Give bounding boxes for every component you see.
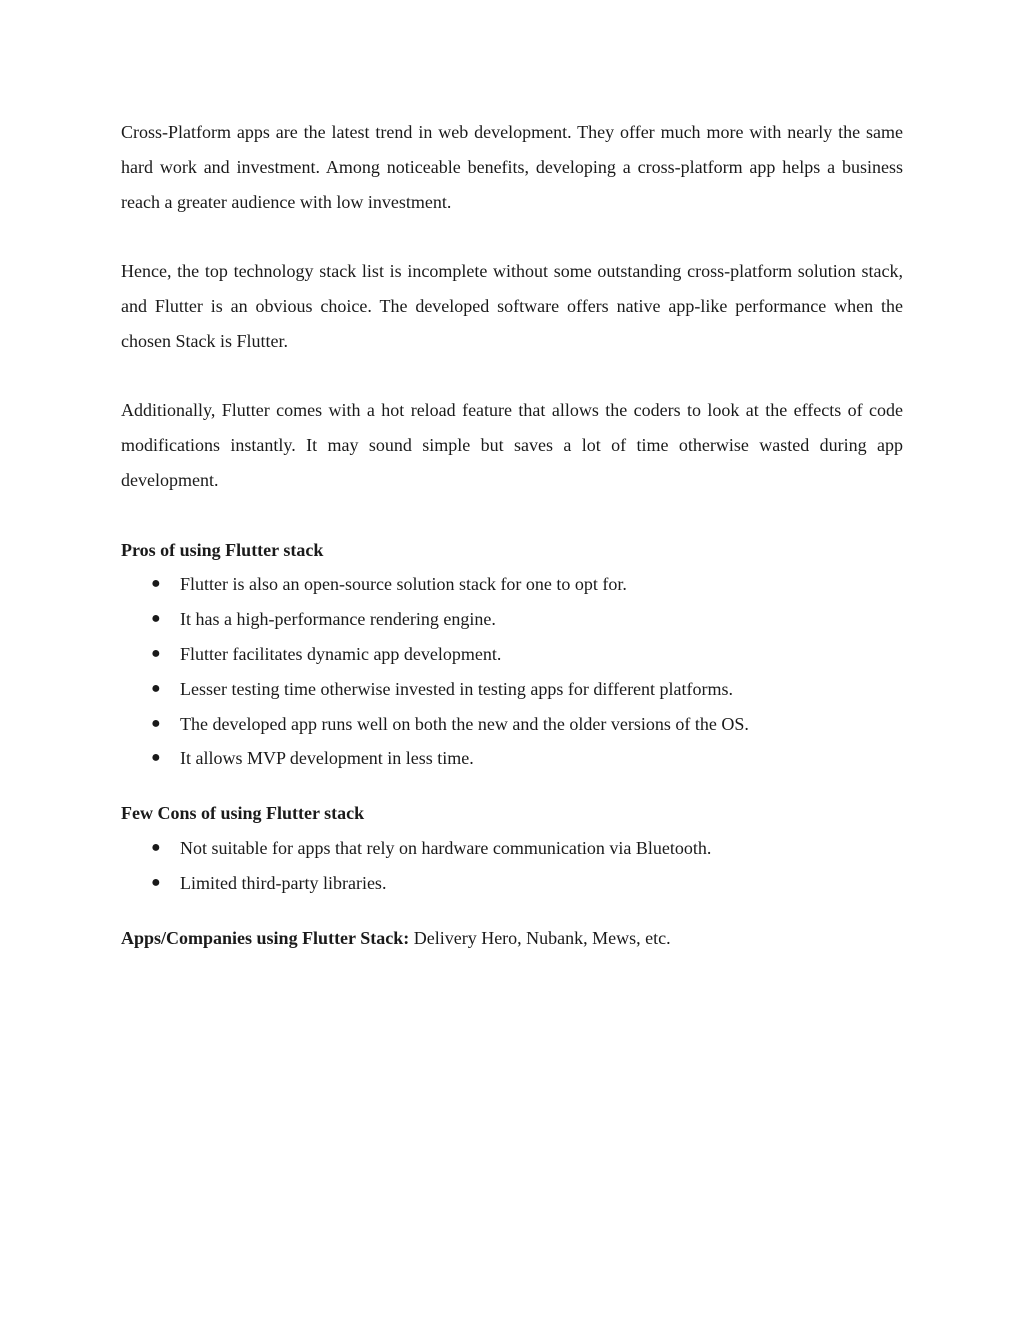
- pros-list: [121, 567, 903, 776]
- list-item: [121, 672, 903, 707]
- list-item-text: Flutter is also an open-source solution stack for one to opt for.: [180, 574, 627, 595]
- list-item: [121, 567, 903, 602]
- list-item-text: Lesser testing time otherwise invested in testing apps for different platforms.: [180, 678, 734, 699]
- list-item-text: Limited third-party libraries.: [180, 872, 387, 893]
- document-page: [121, 115, 903, 955]
- list-item-text: Not suitable for apps that rely on hardware communication via Bluetooth.: [180, 837, 712, 858]
- bullet-icon: ●: [151, 749, 161, 767]
- cons-list: [121, 831, 903, 901]
- list-item-text: It has a high-performance rendering engine.: [180, 609, 496, 630]
- list-item: [121, 831, 903, 866]
- companies-line: [121, 921, 903, 956]
- intro-paragraph: Cross-Platform apps are the latest trend in web development. They offer much more with nearly the same hard work and investment. Among noticeable benefits, developing a cross-platform app helps a business reach a greater audience with low investment.: [121, 122, 903, 212]
- bullet-icon: ●: [151, 714, 161, 732]
- list-item-text: Flutter facilitates dynamic app development.: [180, 643, 502, 664]
- flutter-choice-paragraph: Hence, the top technology stack list is incomplete without some outstanding cross-platform solution stack, and Flutter is an obvious choice. The developed software offers native app-like performance when the chosen Stack is Flutter.: [121, 261, 903, 351]
- cons-heading: Few Cons of using Flutter stack: [121, 803, 365, 824]
- bullet-icon: ●: [151, 644, 161, 662]
- companies-label: Apps/Companies using Flutter Stack:: [121, 927, 410, 948]
- list-item-text: The developed app runs well on both the new and the older versions of the OS.: [180, 713, 749, 734]
- list-item-text: It allows MVP development in less time.: [180, 748, 474, 769]
- list-item: [121, 866, 903, 901]
- list-item: [121, 602, 903, 637]
- list-item: [121, 707, 903, 742]
- list-item: [121, 637, 903, 672]
- companies-value: Delivery Hero, Nubank, Mews, etc.: [409, 927, 671, 948]
- bullet-icon: ●: [151, 873, 161, 891]
- bullet-icon: ●: [151, 610, 161, 628]
- pros-heading: Pros of using Flutter stack: [121, 539, 324, 560]
- bullet-icon: ●: [151, 838, 161, 856]
- bullet-icon: ●: [151, 575, 161, 593]
- bullet-icon: ●: [151, 679, 161, 697]
- list-item: [121, 741, 903, 776]
- hot-reload-paragraph: Additionally, Flutter comes with a hot reload feature that allows the coders to look at the effects of code modifications instantly. It may sound simple but saves a lot of time otherwise wasted during app development.: [121, 400, 903, 490]
